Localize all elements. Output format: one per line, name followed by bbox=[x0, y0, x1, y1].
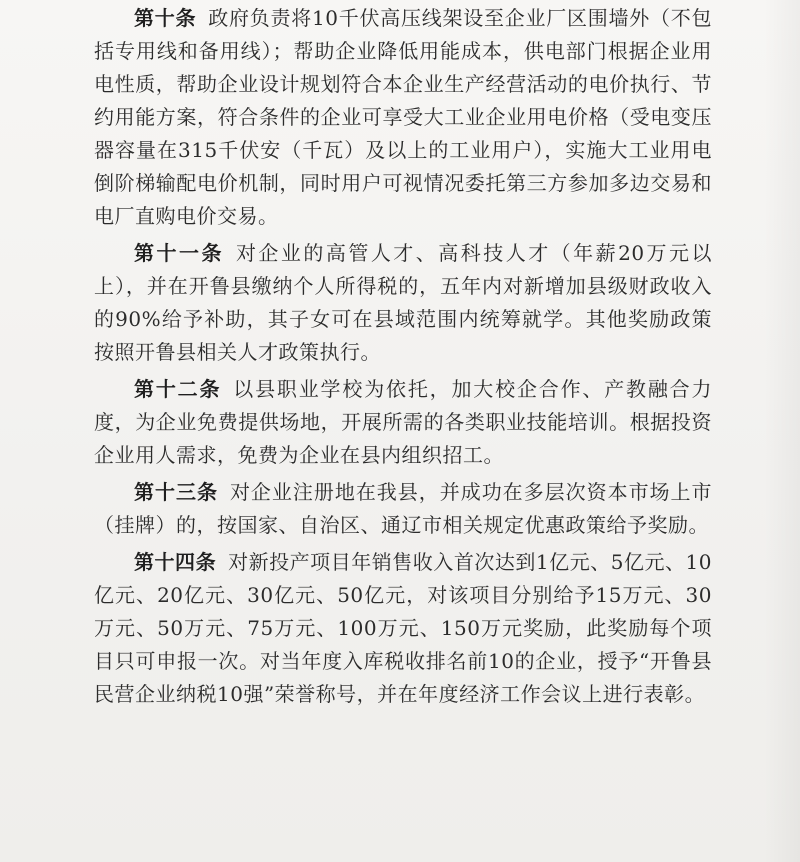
article-13 bbox=[94, 476, 712, 542]
article-title: 第十二条 bbox=[134, 377, 222, 401]
document-body bbox=[94, 2, 712, 715]
article-title: 第十一条 bbox=[134, 241, 224, 265]
article-text: 对新投产项目年销售收入首次达到1亿元、5亿元、10亿元、20亿元、30亿元、50亿元，对该项目分别给予15万元、30万元、50万元、75万元、100万元、150万元奖励，此奖励每个项目只可申报一次。对当年度入库税收排名前10的企业，授予“开鲁县民营企业纳税10强”荣誉称号，并在年度经济工作会议上进行表彰。 bbox=[94, 550, 712, 706]
article-text: 对企业注册地在我县，并成功在多层次资本市场上市（挂牌）的，按国家、自治区、通辽市相关规定优惠政策给予奖励。 bbox=[94, 480, 713, 537]
article-title: 第十条 bbox=[134, 6, 197, 30]
article-title: 第十四条 bbox=[134, 550, 217, 574]
article-text: 对企业的高管人才、高科技人才（年薪20万元以上），并在开鲁县缴纳个人所得税的，五年内对新增加县级财政收入的90%给予补助，其子女可在县域范围内统筹就学。其他奖励政策按照开鲁县相关人才政策执行。 bbox=[94, 241, 713, 364]
article-title: 第十三条 bbox=[134, 480, 218, 504]
article-12 bbox=[94, 373, 712, 472]
article-text: 政府负责将10千伏高压线架设至企业厂区围墙外（不包括专用线和备用线）；帮助企业降低用能成本，供电部门根据企业用电性质，帮助企业设计规划符合本企业生产经营活动的电价执行、节约用能方案，符合条件的企业可享受大工业企业用电价格（受电变压器容量在315千伏安（千瓦）及以上的工业用户），实施大工业用电倒阶梯输配电价机制，同时用户可视情况委托第三方参加多边交易和电厂直购电价交易。 bbox=[94, 6, 713, 228]
article-11 bbox=[94, 237, 712, 369]
article-14 bbox=[94, 546, 712, 711]
article-10 bbox=[94, 2, 712, 233]
scan-edge-shadow bbox=[764, 0, 800, 862]
article-text: 以县职业学校为依托，加大校企合作、产教融合力度，为企业免费提供场地，开展所需的各类职业技能培训。根据投资企业用人需求，免费为企业在县内组织招工。 bbox=[94, 377, 713, 467]
